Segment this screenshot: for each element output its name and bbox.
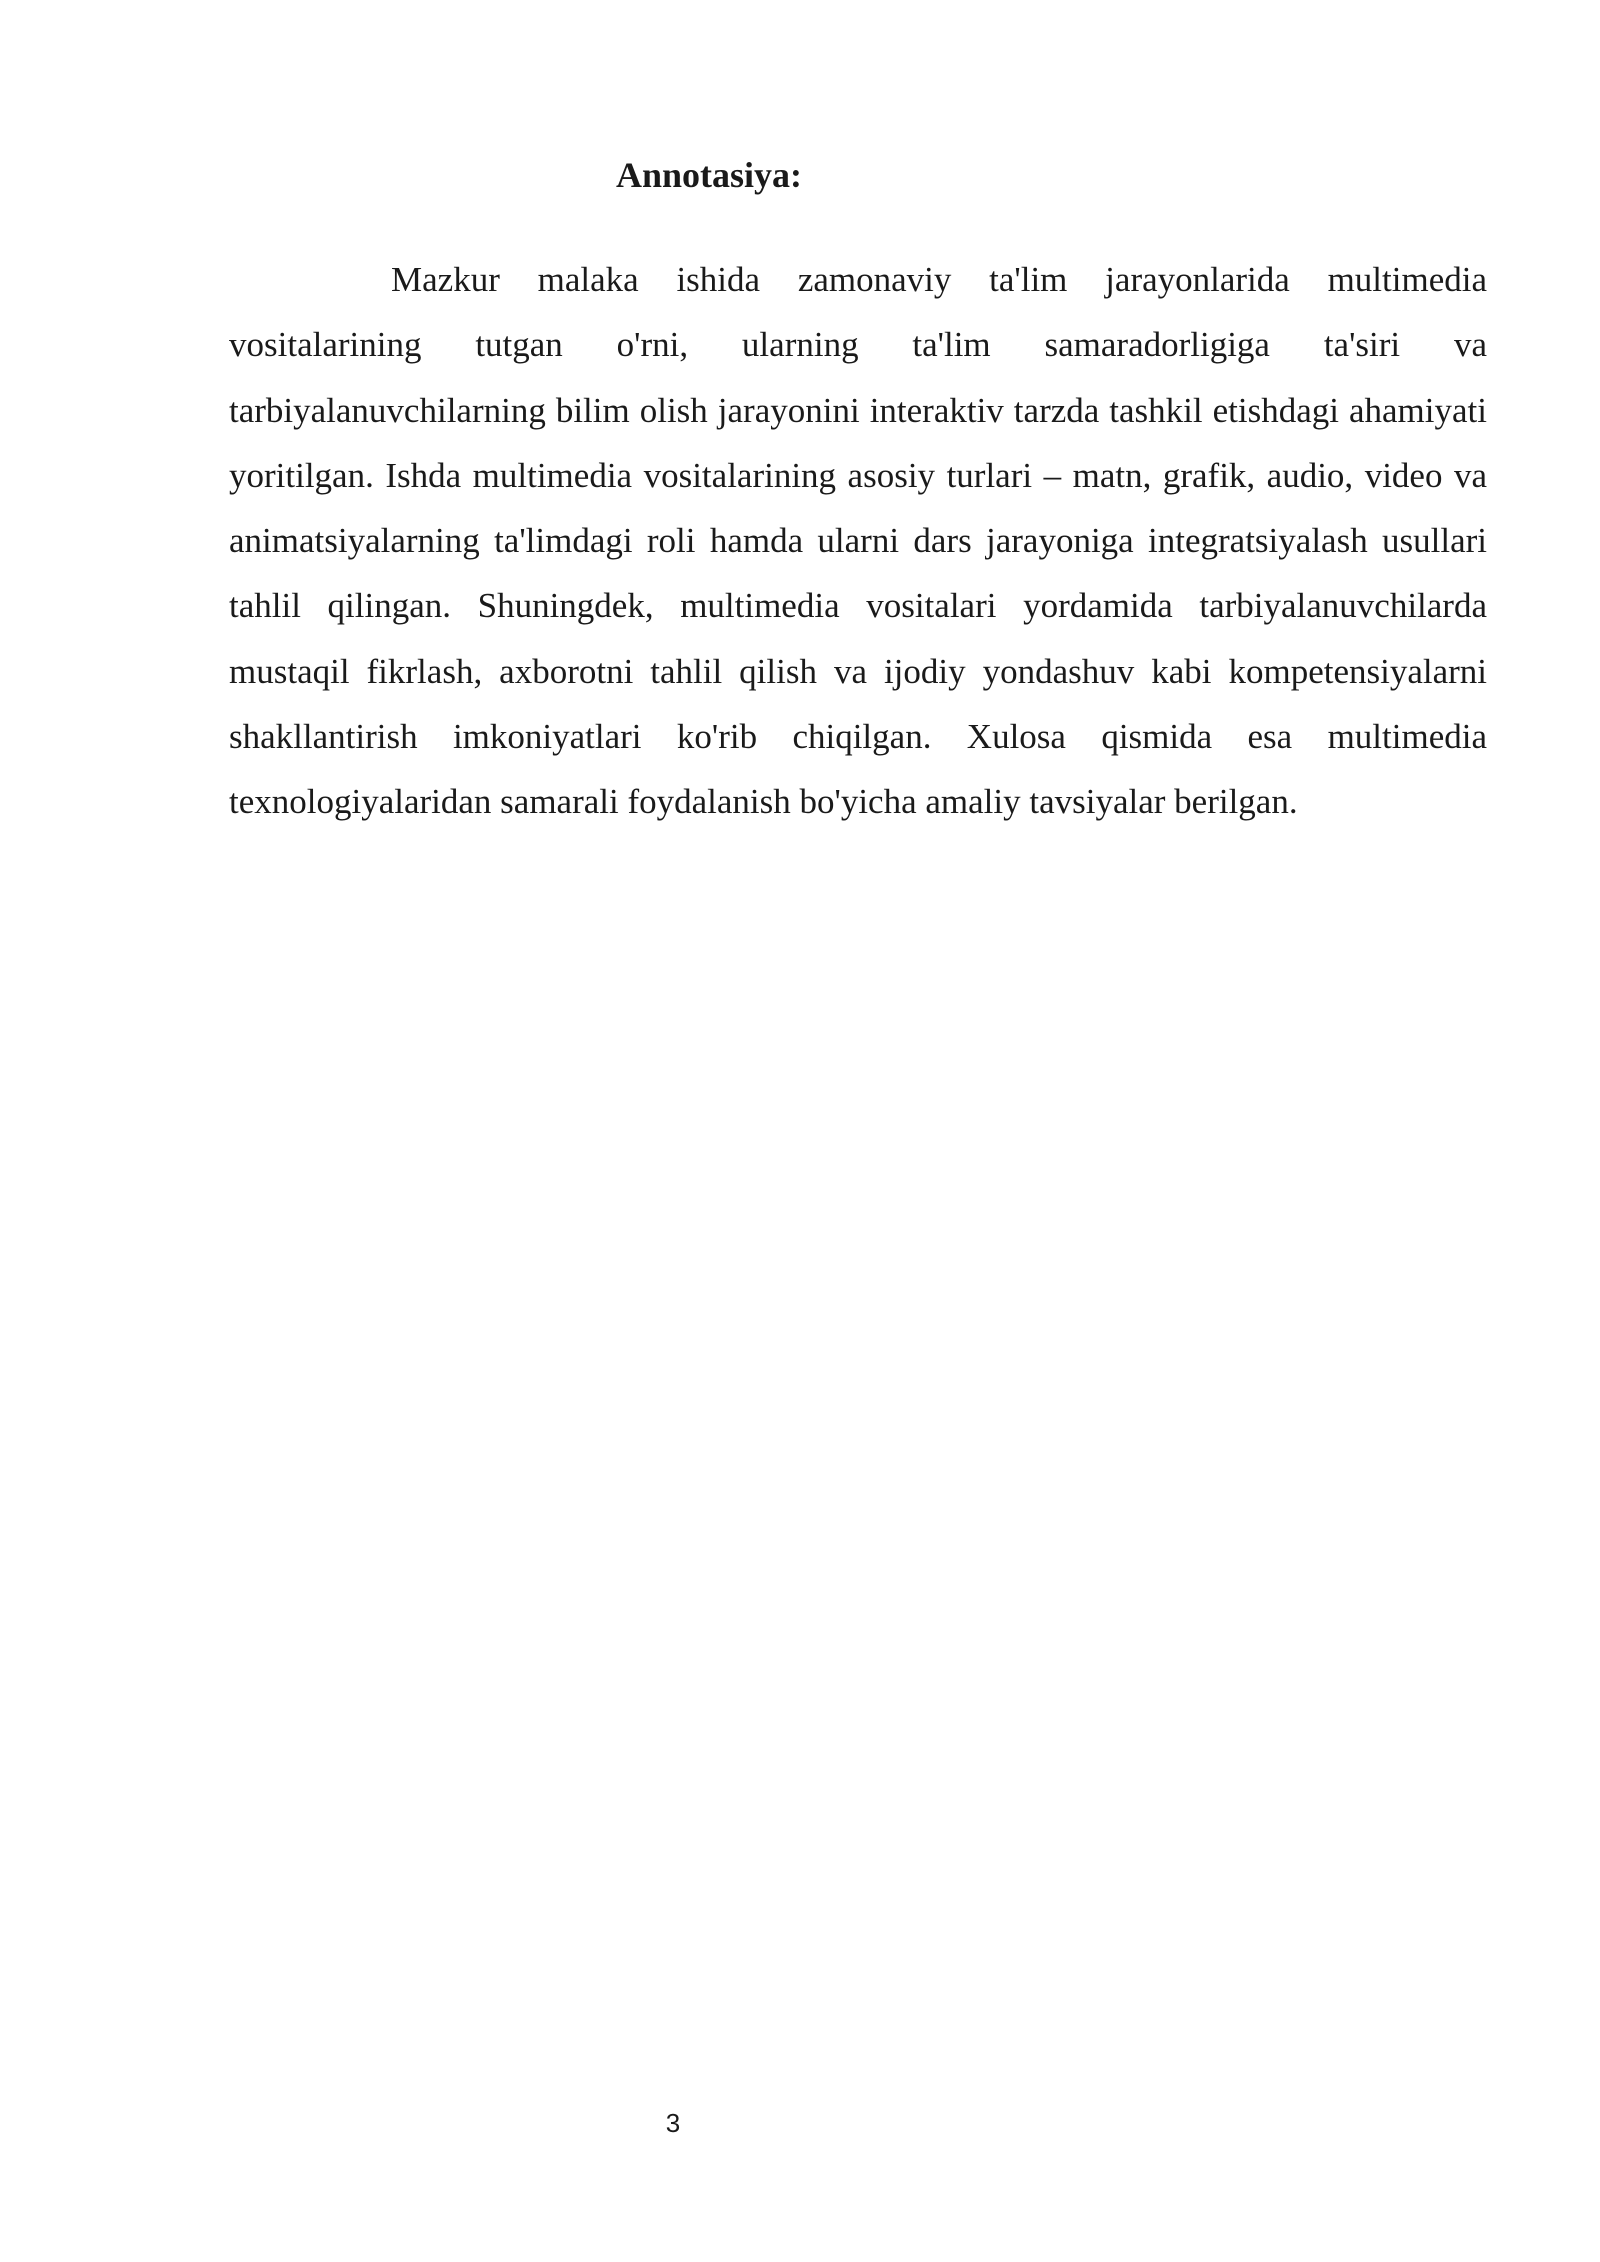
page-title: Annotasiya: <box>616 155 803 195</box>
page-number: 3 <box>665 2108 681 2138</box>
annotation-paragraph: Mazkur malaka ishida zamonaviy ta'lim jarayonlarida multimedia vositalarining tutgan o'rni, ularning ta'lim samaradorligiga ta'siri va tarbiyalanuvchilarning bilim olish jarayonini interaktiv tarzda tashkil etishdagi ahamiyati yoritilgan. Ishda multimedia vositalarining asosiy turlari – matn, grafik, audio, video va animatsiyalarning ta'limdagi roli hamda ularni dars jarayoniga integratsiyalash usullari tahlil qilingan. Shuningdek, multimedia vositalari yordamida tarbiyalanuvchilarda mustaqil fikrlash, axborotni tahlil qilish va ijodiy yondashuv kabi kompetensiyalarni shakllantirish imkoniyatlari ko'rib chiqilgan. Xulosa qismida esa multimedia texnologiyalaridan samarali foydalanish bo'yicha amaliy tavsiyalar berilgan. <box>229 260 1487 822</box>
